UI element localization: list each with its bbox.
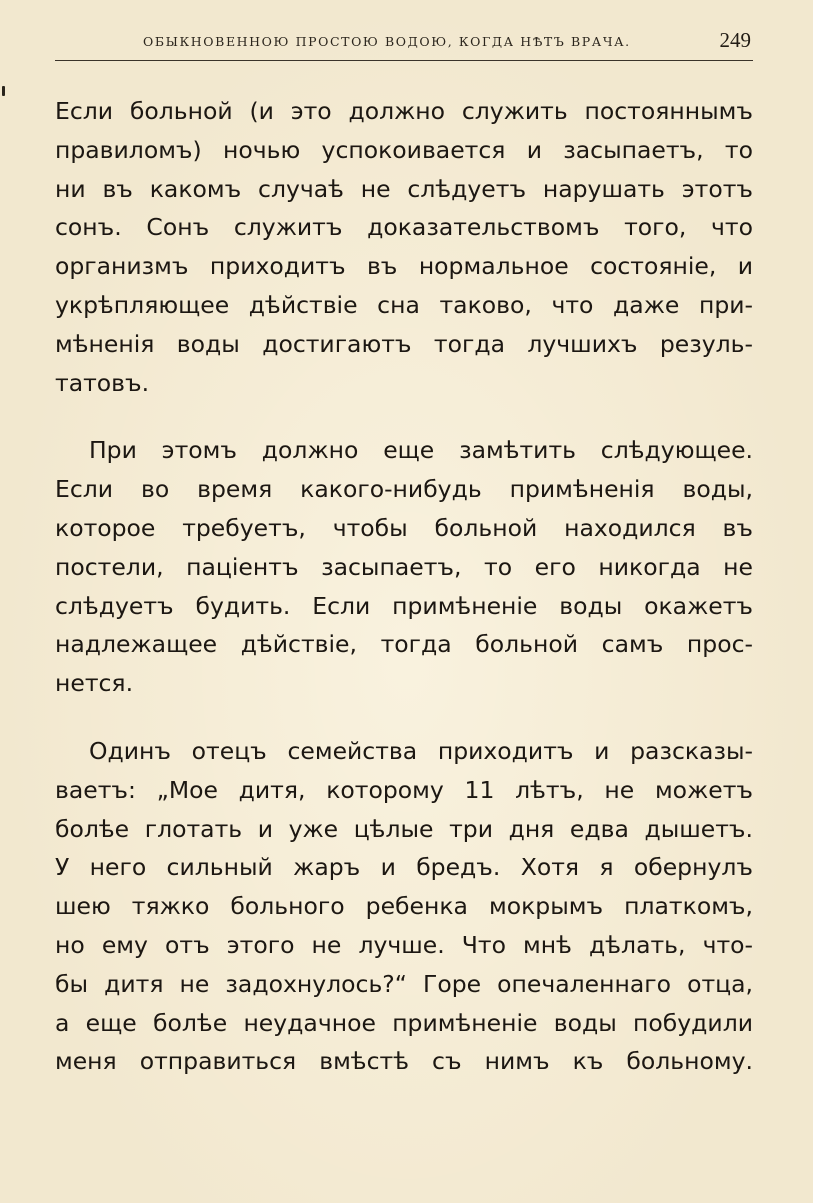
text-line: а еще болѣе неудачное примѣненіе воды побудили: [55, 1008, 753, 1037]
text-line: надлежащее дѣйствіе, тогда больной самъ прос-: [55, 630, 753, 659]
text-line: мѣненія воды достигаютъ тогда лучшихъ резуль-: [55, 329, 753, 358]
page-header: [55, 26, 753, 61]
paragraph-gap: [55, 402, 753, 431]
text-line: ваетъ: „Мое дитя, которому 11 лѣтъ, не можетъ: [55, 775, 753, 804]
page-number: 249: [719, 28, 751, 52]
text-line: бы дитя не задохнулось?“ Горе опечаленнаго отца,: [55, 969, 753, 998]
text-line: но ему отъ этого не лучше. Что мнѣ дѣлать, что-: [55, 930, 753, 959]
text-line: меня отправиться вмѣстѣ съ нимъ къ больному.: [55, 1047, 753, 1076]
text-line: При этомъ должно еще замѣтить слѣдующее.: [89, 436, 753, 465]
text-line: болѣе глотать и уже цѣлые три дня едва дышетъ.: [55, 814, 753, 843]
paragraph-gap: [55, 703, 753, 732]
paragraph-3: [55, 732, 753, 1081]
text-line: организмъ приходитъ въ нормальное состояніе, и: [55, 252, 753, 281]
paragraph-2: [55, 431, 753, 703]
body-text: [55, 92, 753, 1081]
text-line: сонъ. Сонъ служитъ доказательствомъ того, что: [55, 213, 753, 242]
running-head: ОБЫКНОВЕННОЮ ПРОСТОЮ ВОДОЮ, КОГДА НѢТЪ ВРАЧА.: [143, 34, 631, 49]
text-line: шею тяжко больного ребенка мокрымъ платкомъ,: [55, 892, 753, 921]
text-line: татовъ.: [55, 368, 150, 397]
paragraph-1: [55, 92, 753, 402]
text-line: Если во время какого-нибудь примѣненія воды,: [55, 475, 753, 504]
text-line: нется.: [55, 669, 134, 698]
text-line: постели, паціентъ засыпаетъ, то его никогда не: [55, 552, 753, 581]
ink-speck: [2, 86, 5, 96]
text-line: ни въ какомъ случаѣ не слѣдуетъ нарушать этотъ: [55, 174, 753, 203]
text-line: У него сильный жаръ и бредъ. Хотя я обернулъ: [55, 853, 753, 882]
text-line: правиломъ) ночью успокоивается и засыпаетъ, то: [55, 135, 753, 164]
text-line: которое требуетъ, чтобы больной находился въ: [55, 513, 753, 542]
text-line: слѣдуетъ будить. Если примѣненіе воды окажетъ: [55, 591, 753, 620]
text-line: Если больной (и это должно служить постояннымъ: [55, 97, 753, 125]
text-line: укрѣпляющее дѣйствіе сна таково, что даже при-: [55, 290, 753, 319]
text-line: Одинъ отецъ семейства приходитъ и разсказы-: [89, 736, 753, 765]
